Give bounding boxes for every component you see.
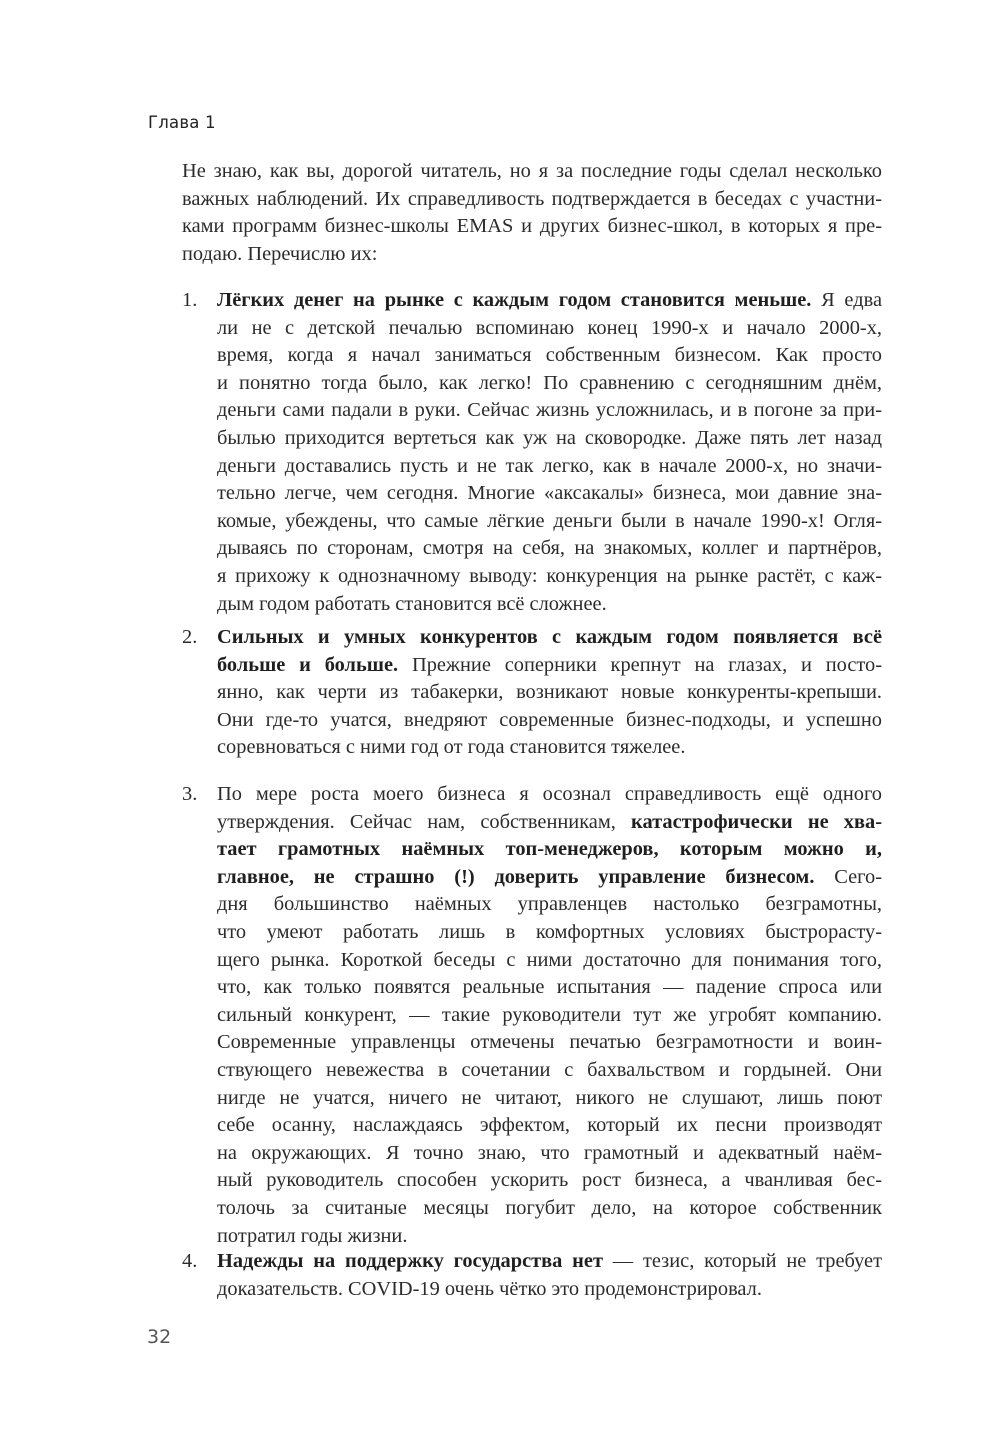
text-run: Я едва <box>811 289 882 311</box>
text-line <box>217 453 882 481</box>
text-line <box>217 1002 882 1030</box>
text-line <box>217 652 882 680</box>
text-run: я прихожу к однозначному выводу: конкуренция на рынке растёт, с каж- <box>217 564 882 587</box>
item-number: 3. <box>182 783 198 805</box>
bold-text: тает грамотных наёмных топ-менеджеров, которым можно и, <box>217 838 882 861</box>
text-line <box>217 919 882 947</box>
text-line <box>217 734 882 762</box>
text-run: янно, как черти из табакерки, возникают новые конкуренты-крепыши. <box>217 681 882 704</box>
text-run: сильный конкурент, — такие руководители тут же угробят компанию. <box>217 1003 882 1026</box>
chapter-header: Глава 1 <box>148 113 216 132</box>
text-run: доказательств. COVID-19 очень чётко это продемонстрировал. <box>217 1277 762 1300</box>
text-run: комые, убеждены, что самые лёгкие деньги были в начале 1990-х! Огля- <box>217 509 882 532</box>
text-line <box>217 1276 882 1304</box>
text-run: толочь за считаные месяцы погубит дело, на которое собственник <box>217 1196 882 1219</box>
bold-text: Надежды на поддержку государства нет <box>217 1250 603 1272</box>
text-line <box>217 864 882 892</box>
text-line <box>217 342 882 370</box>
bold-text: Сильных и умных конкурентов с каждым годом появляется всё <box>217 626 882 648</box>
text-run: ли не с детской печалью вспоминаю конец 1990-х и начало 2000-х, <box>217 316 882 339</box>
intro-paragraph <box>148 158 882 268</box>
item-text <box>217 624 882 762</box>
text-line <box>217 1248 882 1276</box>
text-line <box>217 508 882 536</box>
text-run: утверждения. Сейчас нам, собственникам, <box>217 810 632 833</box>
text-run: — тезис, который не требует <box>602 1250 882 1272</box>
text-run: Прежние соперники крепнут на глазах, и посто- <box>398 653 882 676</box>
text-line <box>217 397 882 425</box>
page-number: 32 <box>147 1326 172 1348</box>
bold-text: главное, не страшно (!) доверить управление бизнесом. <box>217 865 815 888</box>
bold-text: больше и больше. <box>217 653 399 676</box>
text-line <box>217 535 882 563</box>
text-line <box>217 1167 882 1195</box>
text-line <box>217 679 882 707</box>
text-run: соревноваться с ними год от года становится тяжелее. <box>217 736 686 759</box>
text-line <box>217 781 882 809</box>
text-line <box>217 836 882 864</box>
text-line <box>217 974 882 1002</box>
text-line <box>217 370 882 398</box>
text-run: ствующего невежества в сочетании с бахвальством и гордыней. Они <box>217 1058 882 1081</box>
text-run: что умеют работать лишь в комфортных условиях быстрорасту- <box>217 920 882 943</box>
item-text <box>217 1248 882 1303</box>
text-run: время, когда я начал заниматься собственным бизнесом. Как просто <box>217 344 882 367</box>
text-line: важных наблюдений. Их справедливость подтверждается в беседах с участни- <box>182 187 882 210</box>
text-line <box>217 624 882 652</box>
text-run: Современные управленцы отмечены печатью безграмотности и воин- <box>217 1031 882 1054</box>
text-run: ный руководитель способен ускорить рост бизнеса, а чванливая бес- <box>217 1169 882 1192</box>
text-run: потратил годы жизни. <box>217 1224 408 1247</box>
text-line <box>217 480 882 508</box>
item-text <box>217 781 882 1250</box>
text-line <box>217 1085 882 1113</box>
item-text <box>217 287 882 618</box>
text-run: себе осанну, наслаждаясь эффектом, который их песни производят <box>217 1114 882 1137</box>
item-number: 2. <box>182 626 198 648</box>
text-line <box>217 1223 882 1251</box>
text-line <box>217 591 882 619</box>
text-run: дня большинство наёмных управленцев настолько безграмотны, <box>217 893 882 916</box>
text-run: дым годом работать становится всё сложнее. <box>217 592 607 615</box>
bold-text: катастрофически не хва- <box>631 810 882 833</box>
text-run: деньги доставались пусть и не так легко, как в начале 2000-х, но значи- <box>217 454 882 477</box>
text-line <box>217 1195 882 1223</box>
text-line <box>217 425 882 453</box>
text-line <box>217 1140 882 1168</box>
text-line: ками программ бизнес-школы EMAS и других бизнес-школ, в которых я пре- <box>182 215 882 238</box>
text-line <box>217 1029 882 1057</box>
text-line <box>217 947 882 975</box>
bold-text: Лёгких денег на рынке с каждым годом становится меньше. <box>217 289 812 311</box>
text-run: щего рынка. Короткой беседы с ними достаточно для понимания того, <box>217 948 882 971</box>
text-run: нигде не учатся, ничего не читают, никого не слушают, лишь поют <box>217 1086 882 1109</box>
text-run: и понятно тогда было, как легко! По сравнению с сегодняшним днём, <box>217 371 882 394</box>
text-run: Они где-то учатся, внедряют современные бизнес-подходы, и успешно <box>217 708 882 731</box>
text-run: что, как только появятся реальные испытания — падение спроса или <box>217 976 882 999</box>
item-number: 1. <box>182 289 198 311</box>
text-line <box>217 891 882 919</box>
text-run: Сего- <box>814 865 883 888</box>
text-line: Не знаю, как вы, дорогой читатель, но я за последние годы сделал несколько <box>182 160 882 182</box>
text-line <box>217 287 882 315</box>
text-line <box>217 1112 882 1140</box>
text-line <box>217 1057 882 1085</box>
item-number: 4. <box>182 1250 198 1272</box>
text-line <box>217 707 882 735</box>
text-run: деньги сами падали в руки. Сейчас жизнь усложнилась, и в погоне за при- <box>217 399 882 422</box>
text-line: подаю. Перечислю их: <box>182 242 378 265</box>
text-run: тельно легче, чем сегодня. Многие «аксакалы» бизнеса, мои давние зна- <box>217 482 882 505</box>
text-run: По мере роста моего бизнеса я осознал справедливость ещё одного <box>217 783 882 805</box>
text-run: дываясь по сторонам, смотря на себя, на знакомых, коллег и партнёров, <box>217 537 882 560</box>
text-run: былью приходится вертеться как уж на сковородке. Даже пять лет назад <box>217 426 882 449</box>
text-run: на окружающих. Я точно знаю, что грамотный и адекватный наём- <box>217 1141 882 1164</box>
text-line <box>217 563 882 591</box>
text-line <box>217 809 882 837</box>
text-line <box>217 315 882 343</box>
